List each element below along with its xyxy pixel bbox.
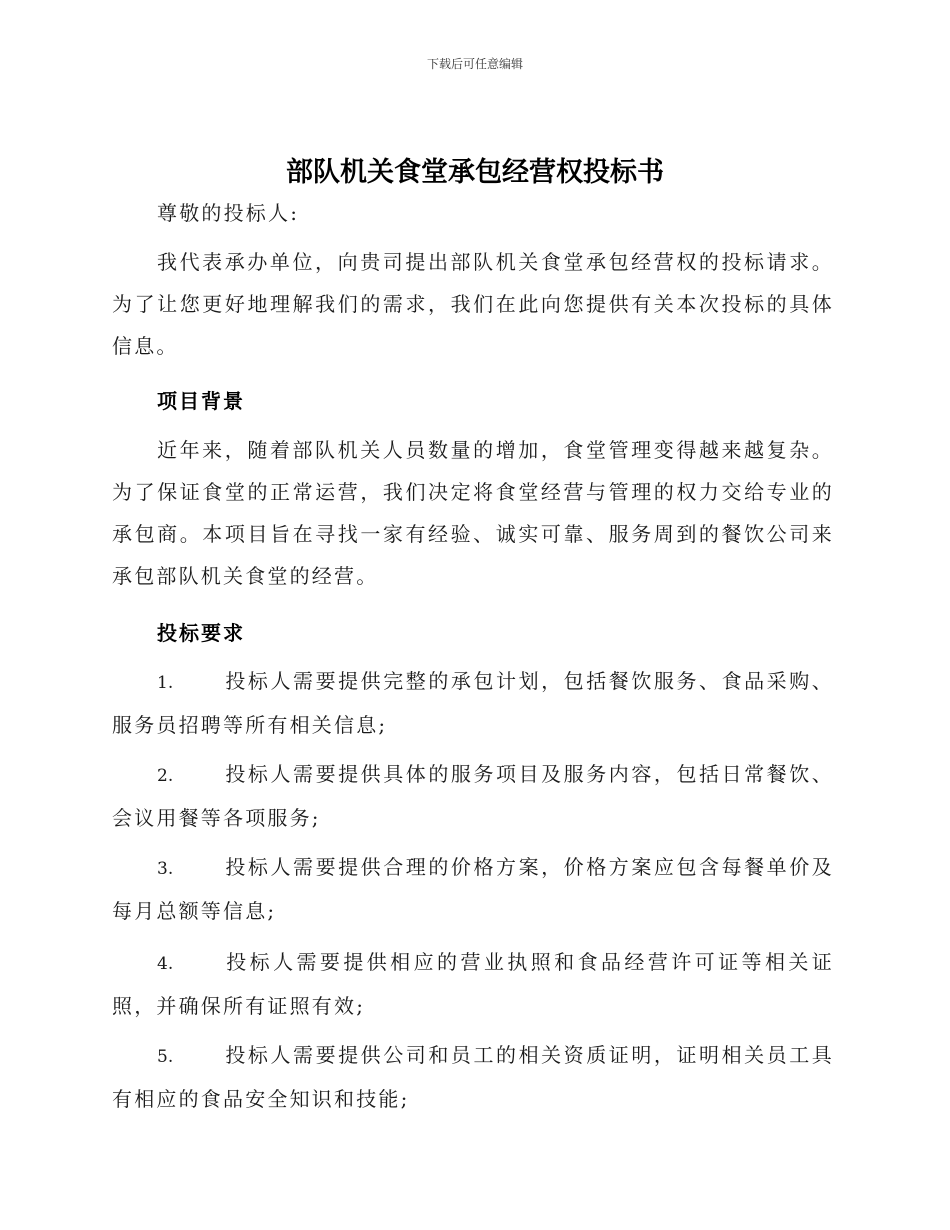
requirement-text: 投标人需要提供合理的价格方案，价格方案应包含每餐单价及每月总额等信息;	[112, 855, 834, 923]
section-heading-background: 项目背景	[157, 389, 245, 413]
salutation: 尊敬的投标人:	[157, 201, 300, 225]
document-title: 部队机关食堂承包经营权投标书	[286, 157, 664, 188]
background-paragraph: 近年来，随着部队机关人员数量的增加，食堂管理变得越来越复杂。为了保证食堂的正常运营，我们决定将食堂经营与管理的权力交给专业的承包商。本项目旨在寻找一家有经验、诚实可靠、服务周到的餐饮公司来承包部队机关食堂的经营。	[112, 438, 834, 588]
requirement-text: 投标人需要提供具体的服务项目及服务内容，包括日常餐饮、会议用餐等各项服务;	[112, 762, 834, 830]
requirement-item	[112, 846, 834, 932]
requirement-item	[112, 753, 834, 839]
requirement-text: 投标人需要提供相应的营业执照和食品经营许可证等相关证照，并确保所有证照有效;	[112, 950, 834, 1018]
requirement-item	[112, 941, 834, 1027]
header-note: 下载后可任意编辑	[426, 57, 523, 71]
requirement-number: 1.	[157, 673, 174, 693]
requirement-item	[112, 660, 834, 746]
section-heading-requirements: 投标要求	[157, 621, 245, 645]
requirement-number: 5.	[157, 1047, 174, 1067]
requirement-item	[112, 1034, 834, 1120]
requirement-text: 投标人需要提供公司和员工的相关资质证明，证明相关员工具有相应的食品安全知识和技能;	[112, 1043, 834, 1111]
requirement-number: 4.	[157, 954, 174, 974]
requirement-number: 3.	[157, 859, 174, 879]
requirement-number: 2.	[157, 766, 174, 786]
requirement-text: 投标人需要提供完整的承包计划，包括餐饮服务、食品采购、服务员招聘等所有相关信息;	[112, 669, 834, 737]
intro-paragraph: 我代表承办单位，向贵司提出部队机关食堂承包经营权的投标请求。为了让您更好地理解我们的需求，我们在此向您提供有关本次投标的具体信息。	[112, 250, 834, 358]
